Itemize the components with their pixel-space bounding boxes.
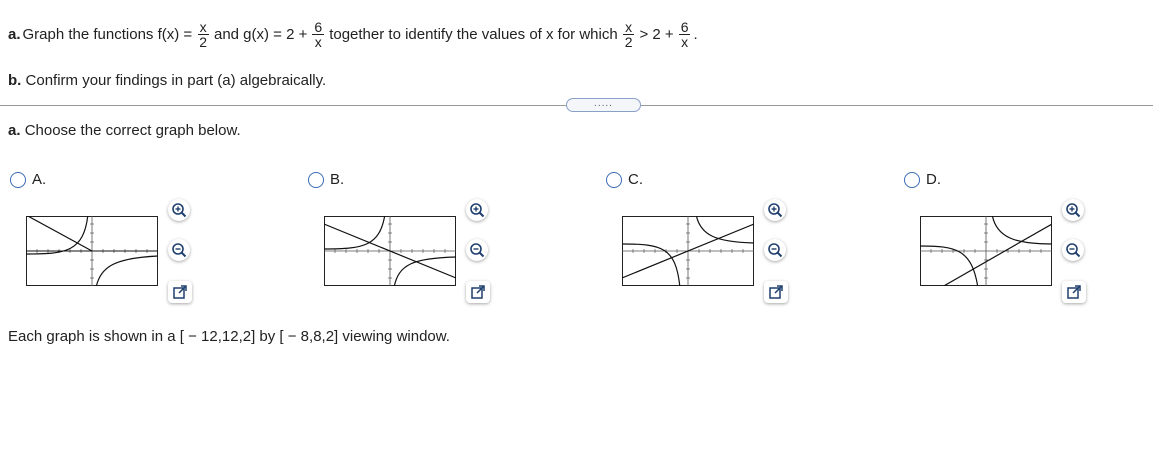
zoom-out-icon [469,242,485,258]
option-d-letter: D. [926,171,941,188]
f-denominator: 2 [199,33,207,50]
option-c [606,170,806,300]
zoom-out-button[interactable] [168,239,190,261]
g-fraction [312,20,324,49]
option-a [10,170,210,300]
option-b-radio[interactable] [308,172,324,188]
part-a-period: . [693,25,698,43]
option-a-graph[interactable] [26,216,158,286]
part-a-label: a. [8,25,21,43]
f-fraction [197,20,209,49]
option-a-letter: A. [32,171,47,188]
part-a-text-2: and g(x) = 2 + [213,25,308,43]
ineq-left-fraction [623,20,635,49]
part-b-text: Confirm your findings in part (a) algebraically. [25,72,327,89]
part-a-text-3: together to identify the values of x for which [329,25,618,43]
question-part-a [8,14,698,54]
zoom-in-button[interactable] [466,199,488,221]
option-c-letter: C. [628,171,643,188]
zoom-out-button[interactable] [764,239,786,261]
open-external-button[interactable] [764,281,788,303]
zoom-out-icon [1065,242,1081,258]
zoom-out-button[interactable] [1062,239,1084,261]
open-external-button[interactable] [168,281,192,303]
sub-question-a [8,122,241,139]
ineq-right-numerator: 6 [680,18,689,35]
sub-a-text: Choose the correct graph below. [24,122,241,139]
zoom-in-icon [1065,202,1081,218]
g-numerator: 6 [314,18,323,35]
part-a-text-1: Graph the functions f(x) = [22,25,193,43]
question-part-b [8,72,326,89]
open-external-icon [768,284,784,300]
ineq-right-denominator: x [681,33,689,50]
viewing-window-note: Each graph is shown in a [ − 12,12,2] by [ − 8,8,2] viewing window. [8,328,450,345]
zoom-in-icon [767,202,783,218]
option-d [904,170,1104,300]
sub-a-label: a. [8,122,21,139]
ineq-right-fraction [679,20,691,49]
zoom-in-button[interactable] [764,199,786,221]
expand-button[interactable]: ..... [566,98,641,112]
open-external-button[interactable] [1062,281,1086,303]
g-denominator: x [314,33,322,50]
zoom-in-icon [469,202,485,218]
open-external-icon [172,284,188,300]
open-external-button[interactable] [466,281,490,303]
part-b-label: b. [8,72,22,89]
ineq-left-denominator: 2 [624,33,633,50]
ineq-left-numerator: x [625,18,633,35]
option-d-radio[interactable] [904,172,920,188]
zoom-out-icon [171,242,187,258]
zoom-in-button[interactable] [168,199,190,221]
open-external-icon [470,284,486,300]
option-d-graph[interactable] [920,216,1052,286]
open-external-icon [1066,284,1082,300]
zoom-in-button[interactable] [1062,199,1084,221]
zoom-in-icon [171,202,187,218]
zoom-out-button[interactable] [466,239,488,261]
option-c-graph[interactable] [622,216,754,286]
option-c-radio[interactable] [606,172,622,188]
part-a-text-4: > 2 + [639,25,674,43]
option-a-radio[interactable] [10,172,26,188]
option-b [308,170,508,300]
option-b-graph[interactable] [324,216,456,286]
option-b-letter: B. [330,171,345,188]
zoom-out-icon [767,242,783,258]
f-numerator: x [199,18,207,35]
